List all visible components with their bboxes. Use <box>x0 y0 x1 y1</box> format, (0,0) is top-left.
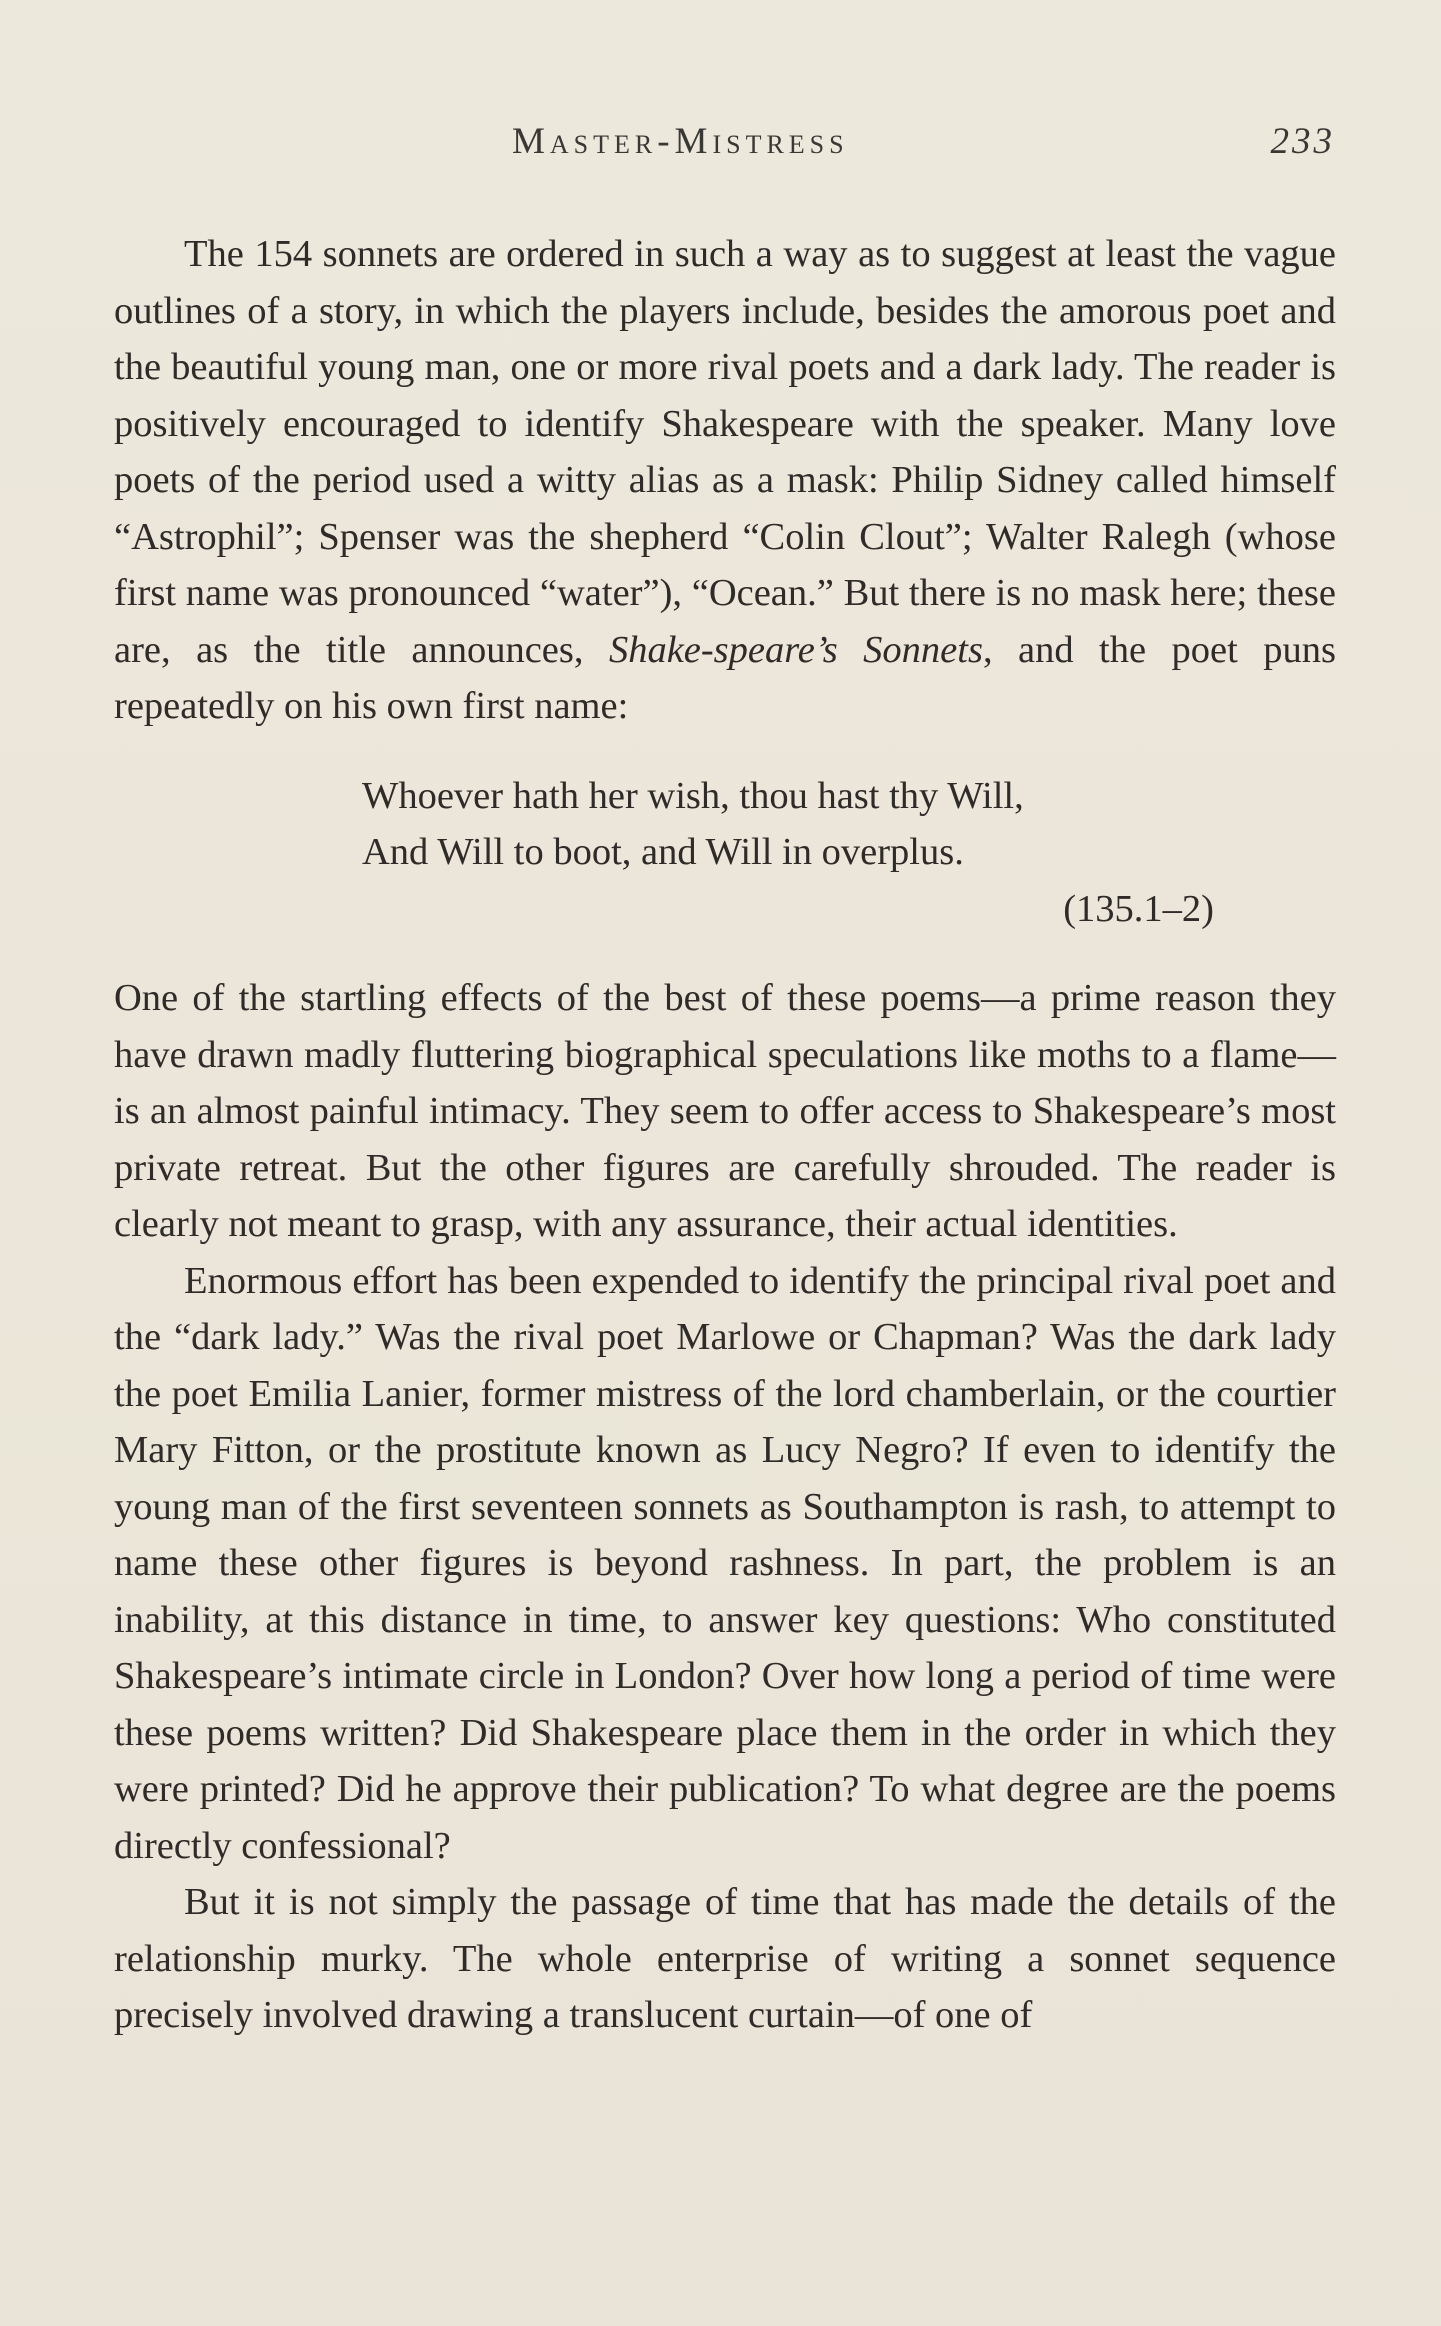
paragraph-1-text-a: The 154 sonnets are ordered in such a way as to suggest at least the vague outlines of a story, in which the players include, besides the amorous poet and the beautiful young man, one or more rival poets and a dark lady. The reader is positively encouraged to identify Shakespeare with the speaker. Many love poets of the period used a witty alias as a mask: Philip Sidney called himself “Astrophil”; Spenser was the shepherd “Colin Clout”; Walter Ralegh (whose first name was pronounced “water”), “Ocean.” But there is no mask here; these are, as the title announces, <box>114 233 1336 671</box>
paragraph-3: Enormous effort has been expended to identify the principal rival poet and the “dark lady.” Was the rival poet Marlowe or Chapman? Was the dark lady the poet Emilia Lanier, former mistress of the lord chamberlain, or the courtier Mary Fitton, or the prostitute known as Lucy Negro? If even to identify the young man of the first seventeen sonnets as Southampton is rash, to attempt to name these other figures is beyond rashness. In part, the problem is an inability, at this distance in time, to answer key questions: Who constituted Shakespeare’s intimate circle in London? Over how long a period of time were these poems written? Did Shakespeare place them in the order in which they were printed? Did he approve their publication? To what degree are the poems directly confessional? <box>114 1259 1336 1867</box>
running-title: Master-Mistress <box>512 121 849 162</box>
book-title: Shake-speare’s Sonnets <box>608 628 983 671</box>
running-head <box>0 120 1441 170</box>
verse-line-2: And Will to boot, and Will in overplus. <box>362 831 964 873</box>
verse-citation: (135.1–2) <box>1063 887 1214 930</box>
paragraph-1-text-b: , and the poet puns repeatedly on his own first name: <box>114 628 1336 727</box>
verse-line-1: Whoever hath her wish, thou hast thy Will, <box>362 774 1024 817</box>
paragraph-1 <box>114 226 1336 735</box>
body-text <box>114 226 1336 2044</box>
page-number: 233 <box>1270 121 1335 162</box>
verse-quotation <box>362 768 1214 938</box>
paragraph-4: But it is not simply the passage of time that has made the details of the relationship murky. The whole enterprise of writing a sonnet sequence precisely involved drawing a translucent curtain—of one of <box>114 1881 1336 2036</box>
paragraph-2: One of the startling effects of the best of these poems—a prime reason they have drawn madly fluttering biographical speculations like moths to a flame—is an almost painful intimacy. They seem to offer access to Shakespeare’s most private retreat. But the other figures are carefully shrouded. The reader is clearly not meant to grasp, with any assurance, their actual identities. <box>114 977 1336 1245</box>
